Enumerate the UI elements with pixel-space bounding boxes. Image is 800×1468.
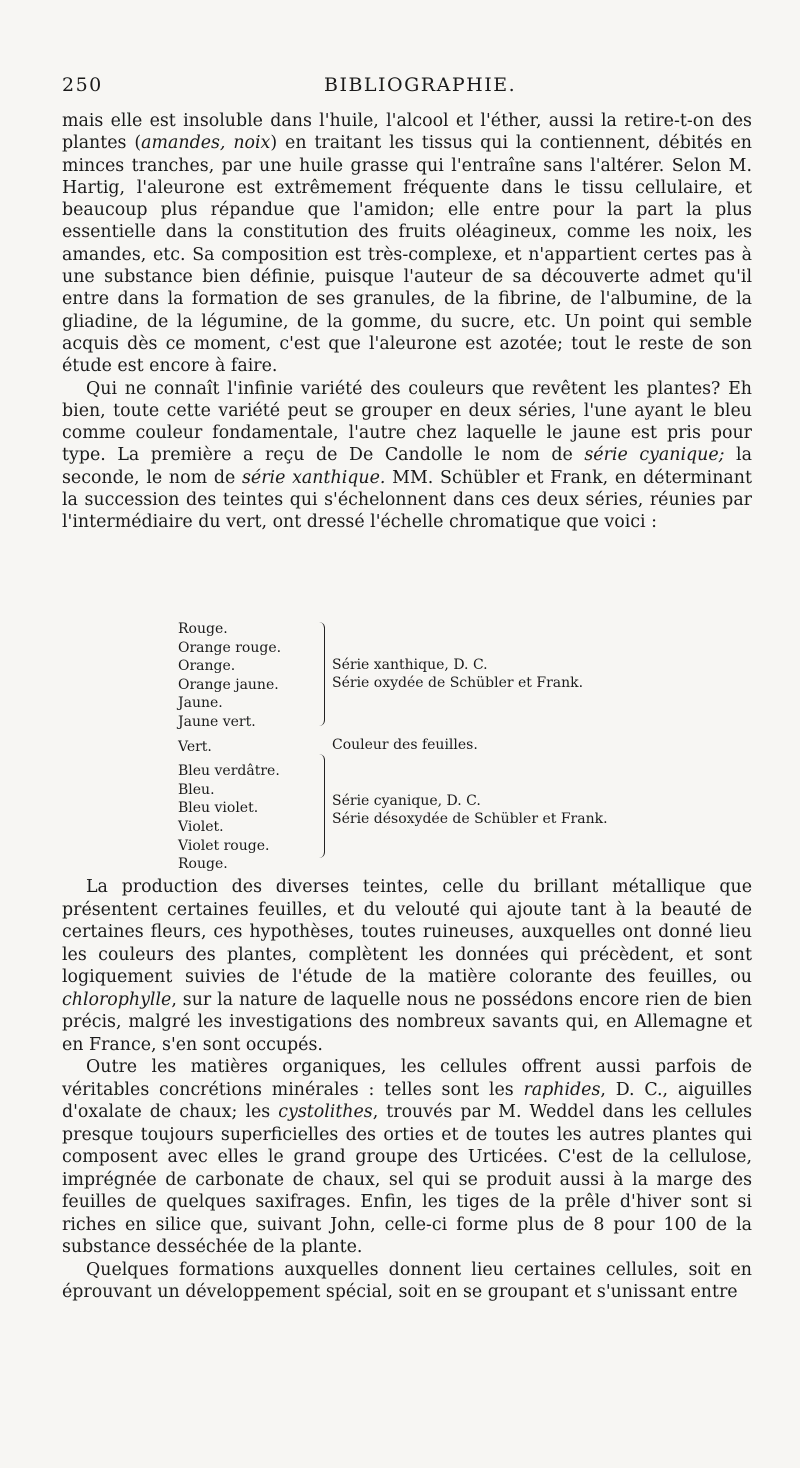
text-run: La production des diverses teintes, celle du brillant métallique que présentent certaines feuilles, et du velouté qui ajoute tant à la beauté de certaines fleurs, ces hypothèses, toutes ruineuses, auxquelles ont donné lieu les couleurs des plantes, complètent les données qui précèdent, et sont logiquement suivies de l'étude de la matière colorante des feuilles, ou — [62, 877, 752, 987]
color-entry-green: Vert. — [178, 738, 212, 755]
text-run: Qui ne connaît l'infinie variété des couleurs que revêtent les plantes? Eh bien, toute cette variété peut se grouper en deux séries, l'une ayant le bleu comme couleur fondamentale, l'autre chez laquelle le jaune est pris pour type. La première a reçu de De Candolle le nom de — [62, 378, 752, 466]
text-run: Quelques formations auxquelles donnent lieu certaines cellules, soit en éprouvant un développement spécial, soit en se groupant et s'unissant entre — [62, 1259, 752, 1302]
italic-term: amandes, noix — [141, 133, 271, 154]
paragraph — [62, 1056, 752, 1259]
text-run: la seconde, le nom de — [62, 445, 752, 488]
brace-cyanic — [314, 754, 325, 858]
paragraph — [62, 110, 752, 378]
color-entry: Orange. — [178, 658, 236, 675]
brace-xanthic — [314, 622, 325, 726]
running-head — [62, 74, 742, 102]
color-entry: Bleu violet. — [178, 800, 259, 817]
color-entry: Orange jaune. — [178, 676, 279, 693]
italic-term: série cyanique; — [584, 445, 725, 466]
color-entry: Jaune vert. — [178, 713, 256, 730]
italic-term: chlorophylle — [62, 989, 172, 1010]
header-title: BIBLIOGRAPHIE. — [324, 74, 517, 96]
oxidized-series-note: Série oxydée de Schübler et Frank. — [332, 675, 584, 691]
xanthic-series-note: Série xanthique, D. C. — [332, 657, 488, 673]
text-run: mais elle est insoluble dans l'huile, l'alcool et l'éther, aussi la retire-t-on des plantes ( — [62, 111, 752, 154]
text-run: ) en traitant les tissus qui la contiennent, débités en minces tranches, par une huile grasse qui l'entraîne sans l'altérer. Selon M. Hartig, l'aleurone est extrêmement fréquente dans le tissu cellulaire, et beaucoup plus répandue que l'amidon; elle entre pour la part la plus essentielle dans la constitution des fruits oléagineux, comme les noix, les amandes, etc. Sa composition est très-complexe, et n'appartient certes pas à une substance bien définie, puisque l'auteur de sa découverte admet qu'il entre dans la formation de ses granules, de la fibrine, de l'albumine, de la gliadine, de la légumine, de la gomme, du sucre, etc. Un point qui semble acquis dès ce moment, c'est que l'aleurone est azotée; tout le reste de son étude est encore à faire. — [62, 133, 752, 377]
color-entry: Violet rouge. — [178, 837, 270, 854]
body-text-top — [62, 110, 752, 534]
color-entry: Orange rouge. — [178, 639, 282, 656]
chromatic-scale — [62, 620, 752, 873]
color-entry: Rouge. — [178, 856, 228, 873]
italic-term: cystolithes — [278, 1102, 373, 1122]
text-run: Outre les matières organiques, les cellules offrent aussi parfois de véritables concrétions minérales : telles sont les — [62, 1057, 752, 1100]
body-text-bottom — [62, 876, 752, 1304]
text-run: , sur la nature de laquelle nous ne possédons encore rien de bien précis, malgré les investigations des nombreux savants qui, en Allemagne et en France, s'en sont occupés. — [62, 989, 752, 1055]
cyanic-series-note: Série cyanique, D. C. — [332, 793, 481, 809]
color-entry: Bleu verdâtre. — [178, 763, 280, 780]
italic-term: série xanthique. — [242, 467, 386, 488]
color-entry: Bleu. — [178, 781, 215, 798]
paragraph — [62, 1259, 752, 1304]
color-entry: Violet. — [178, 818, 224, 835]
color-list — [178, 620, 308, 874]
text-run: MM. Schübler et Frank, en déterminant la succession des teintes qui s'échelonnent dans ces deux séries, réunies par l'intermédiaire du vert, ont dressé l'échelle chromatique que voici : — [62, 467, 752, 533]
italic-term: raphides — [523, 1079, 601, 1100]
text-run: , D. C., aiguilles d'oxalate de chaux; les — [62, 1079, 753, 1122]
deoxidized-series-note: Série désoxydée de Schübler et Frank. — [332, 811, 608, 827]
color-entry: Rouge. — [178, 621, 228, 637]
text-run: , trouvés par M. Weddel dans les cellules presque toujours superficielles des orties et de toutes les autres plantes qui composent avec elles le grand groupe des Urticées. C'est de la cellulose, imprégnée de carbonate de chaux, sel qui se produit aussi à la marge des feuilles de quelques saxifrages. Enfin, les tiges de la prêle d'hiver sont si riches en silice que, suivant John, celle-ci forme plus de 8 pour 100 de la substance desséchée de la plante. — [62, 1102, 752, 1257]
page-number: 250 — [62, 74, 103, 96]
paragraph — [62, 876, 752, 1056]
paragraph — [62, 378, 752, 534]
leaf-color-note: Couleur des feuilles. — [332, 737, 478, 753]
color-entry: Jaune. — [178, 695, 223, 712]
